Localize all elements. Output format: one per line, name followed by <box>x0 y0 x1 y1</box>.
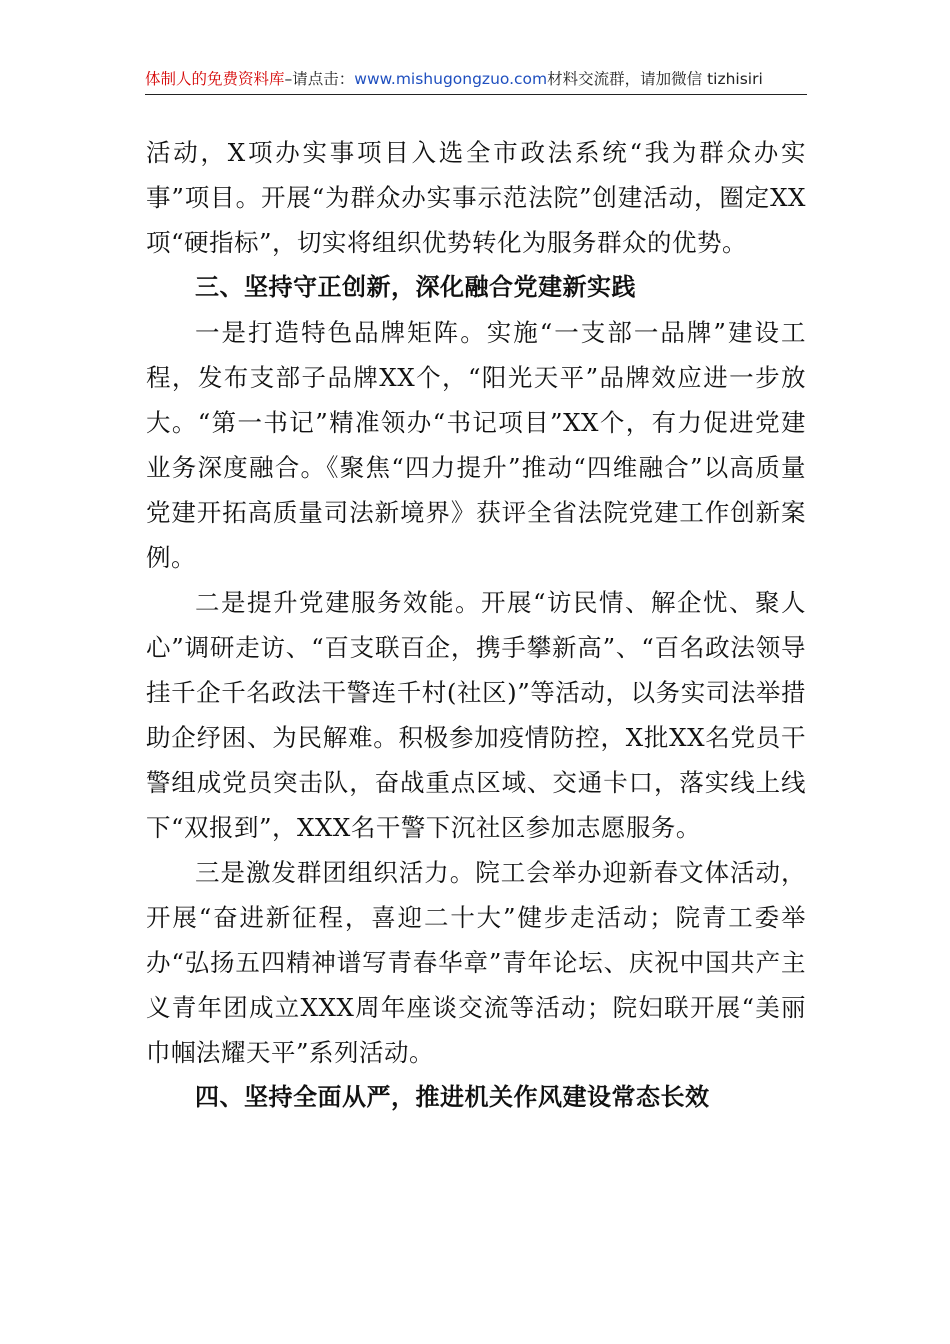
document-body <box>146 130 806 1120</box>
header-note: 材料交流群，请加微信 tizhisiri <box>547 70 763 88</box>
paragraph-group-vitality: 三是激发群团组织活力。院工会举办迎新春文体活动，开展“奋进新征程，喜迎二十大”健步走活动；院青工委举办“弘扬五四精神谱写青春华章”青年论坛、庆祝中国共产主义青年团成立XXX周年座谈交流等活动；院妇联开展“美丽巾帼法耀天平”系列活动。 <box>146 858 806 1067</box>
paragraph-brand-matrix: 一是打造特色品牌矩阵。实施“一支部一品牌”建设工程，发布支部子品牌XX个，“阳光天平”品牌效应进一步放大。“第一书记”精准领办“书记项目”XX个，有力促进党建业务深度融合。《聚焦“四力提升”推动“四维融合”以高质量党建开拓高质量司法新境界》获评全省法院党建工作创新案例。 <box>146 318 806 572</box>
paragraph-service-efficiency: 二是提升党建服务效能。开展“访民情、解企忧、聚人心”调研走访、“百支联百企，携手攀新高”、“百名政法领导挂千企千名政法干警连千村(社区)”等活动，以务实司法举措助企纾困、为民解难。积极参加疫情防控，X批XX名党员干警组成党员突击队，奋战重点区域、交通卡口，落实线上线下“双报到”，XXX名干警下沉社区参加志愿服务。 <box>146 588 806 842</box>
header-prompt: –请点击： <box>284 70 355 88</box>
section-heading-3: 三、坚持守正创新，深化融合党建新实践 <box>195 273 636 301</box>
paragraph-continuation: 活动，X项办实事项目入选全市政法系统“我为群众办实事”项目。开展“为群众办实事示范法院”创建活动，圈定XX项“硬指标”，切实将组织优势转化为服务群众的优势。 <box>146 138 806 257</box>
page-header <box>145 68 807 95</box>
header-brand: 体制人的免费资料库 <box>145 70 285 88</box>
section-heading-4: 四、坚持全面从严，推进机关作风建设常态长效 <box>195 1083 710 1111</box>
header-link[interactable]: www.mishugongzuo.com <box>354 70 548 88</box>
